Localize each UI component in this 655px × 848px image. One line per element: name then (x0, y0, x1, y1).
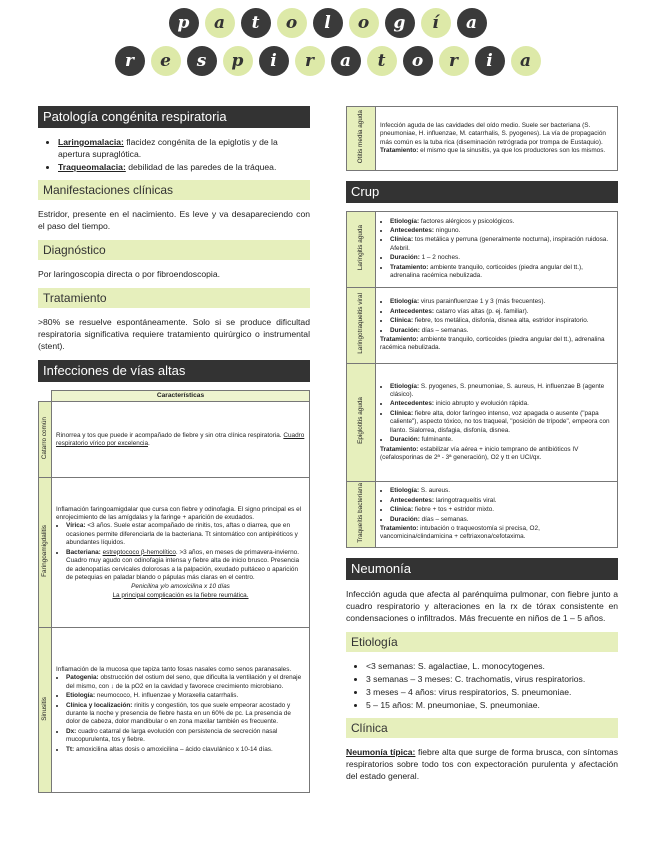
otitis-table (346, 106, 618, 171)
list-item: • Clínica: fiebre, tos metálica, disfonía, disnea alta, estridor inspiratorio. (390, 317, 613, 325)
title-letter: e (151, 46, 181, 76)
title-letter: s (187, 46, 217, 76)
title-letter: o (349, 8, 379, 38)
title-letter: r (439, 46, 469, 76)
list-item: • Antecedentes: laringotraqueítis viral. (390, 497, 613, 505)
title-line-2 (0, 46, 655, 76)
title-letter: a (457, 8, 487, 38)
table-row (347, 364, 618, 482)
title-letter: p (223, 46, 253, 76)
section-header-crup: Crup (346, 181, 618, 203)
title-letter: i (259, 46, 289, 76)
list-item: • 5 – 15 años: M. pneumoniae, S. pneumoniae. (366, 699, 618, 711)
list-item: • Clínica y localización: rinitis y congestión, tos que suele empeorar acostado y durante la noche y presencia de fiebre hasta en un 60% de pc. La presencia de dolor de cabeza, dolor mandibular o en zona maxilar también es frecuente. (66, 702, 305, 727)
list-item: • Etiología: virus parainfluenzae 1 y 3 (más frecuentes). (390, 298, 613, 306)
title-letter: o (277, 8, 307, 38)
title-letter: a (205, 8, 235, 38)
section-header-infecciones: Infecciones de vías altas (38, 360, 310, 382)
list-item: • Antecedentes: inicio abrupto y evolución rápida. (390, 400, 613, 408)
row-label: Epiglotitis aguda (356, 397, 364, 445)
title-letter: a (331, 46, 361, 76)
list-item: • 3 semanas – 3 meses: C. trachomatis, virus respiratorios. (366, 673, 618, 685)
etiologia-list (346, 660, 618, 711)
row-label: Catarro común (40, 417, 48, 460)
section-header-manifestaciones: Manifestaciones clínicas (38, 180, 310, 200)
list-item: • Laringomalacia: flacidez congénita de la epiglotis y de la apertura supraglótica. (58, 136, 310, 160)
title-letter: i (475, 46, 505, 76)
list-item: • Etiología: S. pyogenes, S. pneumoniae, S. aureus, H. influenzae B (agente clásico). (390, 383, 613, 400)
tratamiento-text: >80% se resuelve espontáneamente. Solo si se produce dificultad respiratoria significativa requiere tratamiento quirúrgico o instrumental (stent). (38, 317, 310, 351)
list-item: • Duración: fulminante. (390, 436, 613, 444)
title-line-1 (0, 8, 655, 38)
table-column-header: Características (52, 391, 310, 402)
title-letter: a (511, 46, 541, 76)
row-label: Traqueítis bacteriana (356, 482, 364, 543)
list-item: • Patogenia: obstrucción del ostium del seno, que dificulta la ventilación y el drenaje del mismo, con ↓ de la pO2 en la cavidad y favorece crecimiento microbiano. (66, 674, 305, 691)
diagnostico-text: Por laringoscopia directa o por fibroendoscopia. (38, 269, 221, 279)
list-item: • Bacteriana: estreptococo β-hemolítico. >3 años, en meses de primavera-invierno. Cuadro muy agudo con odinofagia intensa y fiebre alta de inicio brusco. Presencia de adenopatías cervicales dolorosas a la palpación, exudado pultáceo o aparición de petequias en paladar blando o pápulas más claras en el centro. (66, 549, 305, 583)
list-item: • Etiología: S. aureus. (390, 487, 613, 495)
list-item: • Vírica: <3 años. Suele estar acompañado de rinitis, tos, aftas o diarrea, que en ocasiones permite diferenciarla de la bacteriana. Tt sintomático con antipiréticos y abundantes líquidos. (66, 522, 305, 547)
list-item: • 3 meses – 4 años: virus respiratorios, S. pneumoniae. (366, 686, 618, 698)
list-item: • Traqueomalacia: debilidad de las paredes de la tráquea. (58, 161, 310, 173)
congenita-list (38, 136, 310, 173)
section-header-congenita: Patología congénita respiratoria (38, 106, 310, 128)
title-letter: r (295, 46, 325, 76)
table-cell: • Etiología: S. pyogenes, S. pneumoniae, S. aureus, H. influenzae B (agente clásico). • Antecedentes: inicio abrupto y evolución rápida. • Clínica: fiebre alta, dolor faríngeo intenso, voz apagada o ausente ("papa caliente"), aspecto tóxico, no tos traqueal, "posición de trípode", empeora con llanto. Sialorrea, disfagia, disfonía, disnea. • Duración: fulminante. Tratamiento: estabilizar vía aérea + inicio temprano de antibióticos IV (cefalosporinas de 2ª - 3ª generación), O2 y tt en UCI/qx. (376, 364, 618, 482)
list-item: • Duración: 1 – 2 noches. (390, 254, 613, 262)
crup-table (346, 211, 618, 548)
row-label: Faringoamigdalitis (40, 525, 48, 578)
table-row (39, 402, 310, 478)
table-cell: Rinorrea y tos que puede ir acompañado de fiebre y sin otra clínica respiratoria. Cuadro respiratorio vírico por excelencia. (52, 402, 310, 478)
list-item: • Antecedentes: catarro vías altas (p. ej. familiar). (390, 308, 613, 316)
table-row (39, 628, 310, 793)
right-column (346, 106, 618, 782)
clinica-text: Neumonía típica: fiebre alta que surge de forma brusca, con síntomas respiratorios sobre todo tos con expectoración purulenta y afectación del estado general. (346, 747, 618, 781)
table-row (347, 482, 618, 548)
row-label: Sinusitis (40, 696, 48, 721)
table-row (39, 478, 310, 628)
table-cell: Infección aguda de las cavidades del oído medio. Suele ser bacteriana (S. pneumoniae, H. influenzae, M. catarrhalis, S. pyogenes). La vía de propagación más común es la tuba rica (diseminación retrógrada por trompa de Eustaquio). Tratamiento: el mismo que la sinusitis, ya que los productores son los mismos. (376, 107, 618, 171)
title-letter: t (241, 8, 271, 38)
left-column (38, 106, 310, 793)
title-letter: o (403, 46, 433, 76)
row-label: Otitis media aguda (356, 110, 364, 164)
section-header-clinica: Clínica (346, 718, 618, 738)
title-letter: t (367, 46, 397, 76)
manifestaciones-text: Estridor, presente en el nacimiento. Es leve y va desapareciendo con el paso del tiempo. (38, 209, 310, 231)
list-item: • Clínica: tos metálica y perruna (generalmente nocturna), inspiración ruidosa. Afebril. (390, 236, 613, 253)
title-letter: r (115, 46, 145, 76)
table-row (347, 107, 618, 171)
table-cell: • Etiología: S. aureus. • Antecedentes: laringotraqueítis viral. • Clínica: fiebre + tos + estridor mixto. • Duración: días – semanas. Tratamiento: intubación o traqueostomía si precisa, O2, vancomicina/clindamicina + ceftriaxona/cefotaxima. (376, 482, 618, 548)
table-cell (376, 212, 618, 288)
title-letter: g (385, 8, 415, 38)
list-item: • <3 semanas: S. agalactiae, L. monocytogenes. (366, 660, 618, 672)
row-label: Laringotraqueitis viral (356, 293, 364, 355)
list-item: • Duración: días – semanas. (390, 516, 613, 524)
section-header-diagnostico: Diagnóstico (38, 240, 310, 260)
list-item: • Antecedentes: ninguno. (390, 227, 613, 235)
section-header-neumonia: Neumonía (346, 558, 618, 580)
table-cell: • Etiología: virus parainfluenzae 1 y 3 (más frecuentes). • Antecedentes: catarro vías altas (p. ej. familiar). • Clínica: fiebre, tos metálica, disfonía, disnea alta, estridor inspiratorio. • Duración: días – semanas. Tratamiento: ambiente tranquilo, corticoides (piedra angular del tt.), adrenalina racémica nebulizada. (376, 288, 618, 364)
list-item: • Clínica: fiebre alta, dolor faríngeo intenso, voz apagada o ausente ("papa caliente"), aspecto tóxico, no tos traqueal, "posición de trípode", empeora con llanto. Sialorrea, disfagia, disfonía, disnea. (390, 410, 613, 435)
section-header-etiologia: Etiología (346, 632, 618, 652)
title-letter: l (313, 8, 343, 38)
list-item: • Dx: cuadro catarral de larga evolución con persistencia de secreción nasal mucopurulenta, tos y fiebre. (66, 728, 305, 745)
list-item: • Etiología: neumococo, H. influenzae y Moraxella catarrhalis. (66, 692, 305, 700)
neumonia-text: Infección aguda que afecta al parénquima pulmonar, con fiebre junto a cuadro respiratorio y alteraciones en la rx de tórax consistente en condensaciones o infiltrados. Más frecuente en niños de 1 – 5 años. (346, 589, 618, 623)
table-cell: Inflamación de la mucosa que tapiza tanto fosas nasales como senos paranasales. • Patogenia: obstrucción del ostium del seno, que dificulta la ventilación y el drenaje del mismo, con ↓ de la pO2 en la cavidad y favorece crecimiento microbiano. • Etiología: neumococo, H. influenzae y Moraxella catarrhalis. • Clínica y localización: rinitis y congestión, tos que suele empeorar acostado y durante la noche y presencia de fiebre hasta en un 60% de pc. La presencia de dolor de cabeza, dolor mandibular o en zona maxilar también es frecuente. • Dx: cuadro catarral de larga evolución con persistencia de secreción nasal mucopurulenta, tos y fiebre. • Tt: amoxicilina altas dosis o amoxicilina – ácido clavulánico x 10-14 días. (52, 628, 310, 793)
table-row (347, 288, 618, 364)
title-letter: í (421, 8, 451, 38)
title-letter: p (169, 8, 199, 38)
table-row (347, 212, 618, 288)
table-cell: Inflamación faringoamigdalar que cursa con fiebre y odinofagia. El signo principal es el enrojecimiento de las amígdalas y la faringe + aparición de exudados. • Vírica: <3 años. Suele estar acompañado de rinitis, tos, aftas o diarrea, que en ocasiones permite diferenciarla de la bacteriana. Tt sintomático con antipiréticos y abundantes líquidos. • Bacteriana: estreptococo β-hemolítico. >3 años, en meses de primavera-invierno. Cuadro muy agudo con odinofagia intensa y fiebre alta de inicio brusco. Presencia de adenopatías cervicales dolorosas a la palpación, exudado pultáceo o aparición de petequias en paladar blando o pápulas más claras en el centro. Penicilina y/o amoxicilina x 10 días La principal complicación es la fiebre reumática. (52, 478, 310, 628)
section-header-tratamiento: Tratamiento (38, 288, 310, 308)
row-label: Laringitis aguda (356, 225, 364, 271)
infecciones-table (38, 390, 310, 793)
list-item: • Tratamiento: ambiente tranquilo, corticoides (piedra angular del tt.), adrenalina racémica nebulizada. (390, 264, 613, 281)
list-item: • Tt: amoxicilina altas dosis o amoxicilina – ácido clavulánico x 10-14 días. (66, 746, 305, 754)
list-item: • Clínica: fiebre + tos + estridor mixto. (390, 506, 613, 514)
list-item: • Duración: días – semanas. (390, 327, 613, 335)
list-item: • Etiología: factores alérgicos y psicológicos. (390, 218, 613, 226)
